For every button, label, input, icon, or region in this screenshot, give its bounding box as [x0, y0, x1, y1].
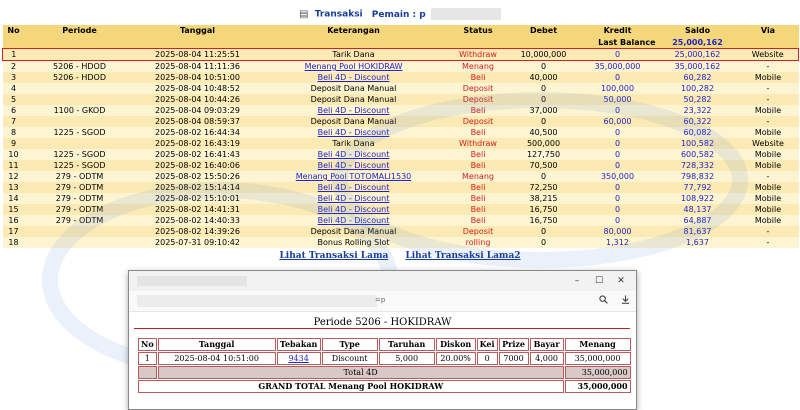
grand-total-value: 35,000,000 [565, 380, 631, 393]
column-header: Debet [510, 25, 578, 37]
column-header: Periode [25, 25, 135, 37]
row-no: 16 [8, 216, 19, 225]
row-periode: 5206 - HDOD [53, 73, 106, 82]
row-no: 15 [8, 205, 19, 214]
row-no: 6 [10, 106, 17, 115]
row-debet: 16,750 [529, 205, 558, 214]
row-kredit: 0 [614, 139, 621, 148]
table-row [3, 149, 799, 160]
row-saldo: 600,582 [680, 150, 715, 159]
table-row [3, 237, 799, 248]
detail-kei: 0 [477, 352, 498, 365]
row-keterangan: Tarik Dana [261, 49, 447, 61]
row-keterangan: Bonus Rolling Slot [317, 238, 390, 247]
row-debet: 0 [540, 84, 547, 93]
row-periode: 1100 - GKOD [53, 106, 106, 115]
table-row [3, 83, 799, 94]
row-keterangan: Deposit Dana Manual [310, 227, 397, 236]
row-via: Mobile [754, 128, 782, 137]
row-periode [25, 138, 135, 149]
row-no: 14 [8, 194, 19, 203]
row-status: rolling [465, 238, 491, 247]
row-debet: 0 [540, 62, 547, 71]
row-status: Beli [470, 106, 486, 115]
keterangan-link[interactable]: Menang Pool TOTOMALI1530 [295, 172, 412, 181]
link-lihat-transaksi-lama2[interactable]: Lihat Transaksi Lama2 [405, 251, 521, 261]
row-keterangan: Deposit Dana Manual [310, 95, 397, 104]
row-status: Withdraw [459, 139, 497, 148]
maximize-button[interactable]: ☐ [594, 276, 604, 286]
row-tanggal: 2025-08-02 16:41:43 [155, 150, 240, 159]
row-via: Mobile [754, 183, 782, 192]
row-saldo: 64,887 [683, 216, 712, 225]
detail-no: 1 [138, 352, 157, 365]
url-text: =p [375, 296, 386, 304]
row-status: Beli [470, 194, 486, 203]
row-saldo: 35,000,162 [674, 62, 721, 71]
row-debet: 40,500 [529, 128, 558, 137]
row-tanggal: 2025-08-02 16:44:34 [155, 128, 240, 137]
bet-detail-table [137, 337, 632, 394]
detail-menang: 35,000,000 [565, 352, 631, 365]
detail-column-header: Type [322, 338, 378, 351]
row-tanggal: 2025-08-04 10:48:52 [155, 84, 240, 93]
detail-popup-window [128, 270, 637, 410]
heading-divider [134, 328, 630, 329]
row-debet: 16,750 [529, 216, 558, 225]
row-tanggal: 2025-07-31 09:10:42 [155, 238, 240, 247]
row-saldo: 23,322 [683, 106, 712, 115]
row-via: Mobile [754, 216, 782, 225]
row-saldo: 60,322 [683, 117, 712, 126]
keterangan-link[interactable]: Beli 4D - Discount [317, 194, 390, 203]
detail-tebakan-link[interactable]: 9434 [288, 354, 309, 363]
grand-total-label: GRAND TOTAL Menang Pool HOKIDRAW [138, 380, 564, 393]
keterangan-link[interactable]: Beli 4D - Discount [317, 150, 390, 159]
row-tanggal: 2025-08-02 14:39:26 [155, 227, 240, 236]
row-via: - [766, 227, 770, 236]
total-empty [138, 366, 157, 379]
row-no: 18 [8, 238, 19, 247]
zoom-icon[interactable] [599, 295, 608, 307]
row-kredit: 1,312 [606, 238, 629, 247]
row-debet: 0 [540, 238, 547, 247]
row-keterangan [261, 72, 447, 83]
row-via: Website [738, 49, 799, 61]
close-button[interactable]: ✕ [617, 276, 625, 286]
row-status: Menang [462, 62, 494, 71]
row-no: 11 [8, 161, 19, 170]
row-keterangan [261, 149, 447, 160]
detail-tanggal: 2025-08-04 10:51:00 [158, 352, 276, 365]
row-kredit: 0 [614, 161, 621, 170]
row-status: Menang [462, 172, 494, 181]
row-tanggal: 2025-08-02 16:40:06 [155, 161, 240, 170]
download-icon[interactable] [621, 295, 630, 307]
row-kredit: 0 [614, 106, 621, 115]
popup-titlebar [129, 271, 636, 291]
detail-type: Discount [322, 352, 378, 365]
link-lihat-transaksi-lama[interactable]: Lihat Transaksi Lama [279, 251, 389, 261]
row-no: 5 [10, 95, 17, 104]
table-row [3, 127, 799, 138]
row-tanggal: 2025-08-02 14:41:31 [155, 205, 240, 214]
row-kredit: 350,000 [600, 172, 635, 181]
table-row [3, 94, 799, 105]
keterangan-link[interactable]: Beli 4D - Discount [317, 216, 390, 225]
column-header: Tanggal [135, 25, 261, 37]
detail-data-row [138, 352, 631, 365]
column-header: Saldo [658, 25, 738, 37]
row-status: Beli [470, 150, 486, 159]
detail-column-header: Kei [477, 338, 498, 351]
row-saldo: 728,332 [680, 161, 715, 170]
row-tanggal: 2025-08-02 16:43:19 [155, 139, 240, 148]
row-via: Mobile [754, 161, 782, 170]
popup-heading: Periode 5206 - HOKIDRAW [313, 317, 452, 328]
table-row [3, 61, 799, 73]
keterangan-link[interactable]: Beli 4D - Discount [317, 106, 390, 115]
detail-column-header: No [138, 338, 157, 351]
keterangan-link[interactable]: Beli 4D - Discount [317, 183, 390, 192]
row-via: Mobile [754, 150, 782, 159]
row-periode: 279 - ODTM [55, 216, 104, 225]
detail-column-header: Taruhan [379, 338, 435, 351]
row-saldo: 60,082 [683, 128, 712, 137]
row-no: 13 [8, 183, 19, 192]
row-kredit: 0 [578, 49, 658, 61]
last-balance-via [738, 37, 799, 49]
redacted-username [431, 8, 501, 20]
row-tanggal: 2025-08-02 15:14:14 [155, 183, 240, 192]
row-no: 4 [10, 84, 17, 93]
row-keterangan [261, 215, 447, 226]
row-debet: 70,500 [529, 161, 558, 170]
detail-header-row [138, 338, 631, 351]
row-kredit: 100,000 [600, 84, 635, 93]
row-no: 9 [10, 139, 17, 148]
row-periode: 5206 - HDOD [53, 62, 106, 71]
player-label: Pemain : p [371, 9, 426, 20]
column-header: No [3, 25, 25, 37]
row-saldo: 100,582 [680, 139, 715, 148]
table-row [3, 105, 799, 116]
detail-column-header: Diskon [436, 338, 476, 351]
row-via: - [766, 238, 770, 247]
detail-bayar: 4,000 [530, 352, 564, 365]
row-kredit: 0 [614, 128, 621, 137]
redacted-title [137, 276, 247, 286]
detail-taruhan: 5,000 [379, 352, 435, 365]
row-status: Beli [470, 73, 486, 82]
keterangan-link[interactable]: Menang Pool HOKIDRAW [304, 62, 403, 71]
row-periode [25, 83, 135, 94]
row-saldo: 100,282 [680, 84, 715, 93]
row-saldo: 60,282 [683, 73, 712, 82]
row-no: 3 [10, 73, 17, 82]
last-balance-label: Last Balance [598, 38, 656, 47]
page-title [0, 8, 800, 24]
row-kredit: 0 [614, 216, 621, 225]
row-debet: 0 [540, 95, 547, 104]
row-no: 17 [8, 227, 19, 236]
row-saldo: 50,282 [683, 95, 712, 104]
table-row [3, 49, 799, 61]
row-saldo: 77,792 [683, 183, 712, 192]
row-periode: 1225 - SGOD [53, 150, 106, 159]
keterangan-link[interactable]: Beli 4D - Discount [317, 161, 390, 170]
row-debet: 127,750 [526, 150, 561, 159]
row-tanggal: 2025-08-02 15:50:26 [155, 172, 240, 181]
detail-column-header: Tebakan [277, 338, 321, 351]
row-debet: 38,215 [529, 194, 558, 203]
transaction-table [2, 25, 799, 248]
row-debet: 10,000,000 [510, 49, 578, 61]
row-saldo: 1,637 [686, 238, 709, 247]
row-no: 8 [10, 128, 17, 137]
row-periode: 1225 - SGOD [53, 161, 106, 170]
table-row [3, 160, 799, 171]
table-row [3, 193, 799, 204]
row-debet: 37,000 [529, 106, 558, 115]
row-tanggal: 2025-08-02 14:40:33 [155, 216, 240, 225]
last-balance-value: 25,000,162 [672, 38, 723, 47]
detail-column-header: Bayar [530, 338, 564, 351]
row-keterangan: Deposit Dana Manual [310, 84, 397, 93]
keterangan-link[interactable]: Beli 4D - Discount [317, 73, 390, 82]
row-periode: 279 - ODTM [55, 194, 104, 203]
row-saldo: 108,922 [680, 194, 715, 203]
row-debet: 500,000 [526, 139, 561, 148]
detail-column-header: Prize [499, 338, 529, 351]
redacted-url [137, 295, 377, 307]
row-kredit: 0 [614, 150, 621, 159]
popup-address-bar[interactable] [129, 291, 636, 312]
row-periode: 279 - ODTM [55, 172, 104, 181]
row-kredit: 60,000 [603, 117, 632, 126]
column-header: Status [447, 25, 510, 37]
grand-total-row [138, 380, 631, 393]
row-via: - [766, 62, 770, 71]
minimize-button[interactable]: – [574, 276, 580, 286]
row-kredit: 50,000 [603, 95, 632, 104]
column-header: Keterangan [261, 25, 447, 37]
row-periode: 279 - ODTM [55, 183, 104, 192]
table-row [3, 204, 799, 215]
row-periode [25, 237, 135, 248]
row-no: 12 [8, 172, 19, 181]
row-via: Mobile [754, 194, 782, 203]
detail-prize: 7000 [499, 352, 529, 365]
row-keterangan [261, 171, 447, 182]
row-tanggal: 2025-08-04 08:59:37 [155, 117, 240, 126]
column-header: Kredit [578, 25, 658, 37]
row-saldo: 48,137 [683, 205, 712, 214]
row-kredit: 0 [614, 194, 621, 203]
row-tanggal: 2025-08-02 15:10:01 [155, 194, 240, 203]
table-row [3, 215, 799, 226]
table-row [3, 72, 799, 83]
page-icon: ▤ [299, 8, 309, 20]
row-status: Beli [470, 161, 486, 170]
row-no: 7 [10, 117, 17, 126]
row-no: 1 [3, 49, 25, 61]
row-via: Mobile [754, 106, 782, 115]
detail-diskon: 20.00% [436, 352, 476, 365]
row-debet: 0 [540, 172, 547, 181]
row-tanggal: 2025-08-04 10:51:00 [155, 73, 240, 82]
row-debet: 72,250 [529, 183, 558, 192]
row-status: Withdraw [447, 49, 510, 61]
total-4d-row [138, 366, 631, 379]
row-periode [25, 49, 135, 61]
row-periode: 1225 - SGOD [53, 128, 106, 137]
row-via: Mobile [754, 73, 782, 82]
row-kredit: 0 [614, 73, 621, 82]
title-text: Transaksi [314, 9, 363, 20]
row-status: Deposit [462, 95, 494, 104]
table-row [3, 226, 799, 237]
row-via: Mobile [754, 205, 782, 214]
row-periode [25, 226, 135, 237]
row-debet: 0 [540, 227, 547, 236]
row-status: Deposit [462, 227, 494, 236]
keterangan-link[interactable]: Beli 4D - Discount [317, 205, 390, 214]
detail-column-header: Menang [565, 338, 631, 351]
row-periode [25, 116, 135, 127]
row-debet: 40,000 [529, 73, 558, 82]
row-keterangan [261, 61, 447, 73]
table-row [3, 116, 799, 127]
row-keterangan [261, 204, 447, 215]
row-via: - [766, 117, 770, 126]
table-row [3, 171, 799, 182]
row-kredit: 0 [614, 205, 621, 214]
row-kredit: 35,000,000 [594, 62, 641, 71]
row-keterangan [261, 160, 447, 171]
row-via: Website [752, 139, 784, 148]
table-row [3, 138, 799, 149]
row-periode: 279 - ODTM [55, 205, 104, 214]
row-status: Beli [470, 205, 486, 214]
row-debet: 0 [540, 117, 547, 126]
row-status: Deposit [462, 117, 494, 126]
keterangan-link[interactable]: Beli 4D - Discount [317, 128, 390, 137]
row-keterangan [261, 105, 447, 116]
table-row [3, 182, 799, 193]
total-4d-label: Total 4D [158, 366, 564, 379]
row-periode [25, 94, 135, 105]
row-via: - [766, 172, 770, 181]
row-no: 2 [10, 62, 17, 71]
detail-column-header: Tanggal [158, 338, 276, 351]
row-saldo: 81,637 [683, 227, 712, 236]
row-saldo: 25,000,162 [658, 49, 738, 61]
row-kredit: 0 [614, 183, 621, 192]
row-no: 10 [8, 150, 19, 159]
row-via: - [766, 95, 770, 104]
row-keterangan [261, 127, 447, 138]
row-tanggal: 2025-08-04 10:44:26 [155, 95, 240, 104]
row-kredit: 80,000 [603, 227, 632, 236]
row-keterangan [261, 193, 447, 204]
row-keterangan [261, 182, 447, 193]
row-tanggal: 2025-08-04 09:03:29 [155, 106, 240, 115]
total-4d-value: 35,000,000 [565, 366, 631, 379]
row-status: Beli [470, 183, 486, 192]
row-status: Beli [470, 128, 486, 137]
old-transaction-links [0, 251, 800, 261]
table-header-row [3, 25, 799, 37]
row-tanggal: 2025-08-04 11:11:36 [155, 62, 240, 71]
last-balance-row [3, 37, 799, 49]
column-header: Via [738, 25, 799, 37]
row-saldo: 798,832 [680, 172, 715, 181]
row-keterangan: Tarik Dana [332, 139, 375, 148]
row-keterangan: Deposit Dana Manual [310, 117, 397, 126]
row-status: Beli [470, 216, 486, 225]
row-tanggal: 2025-08-04 11:25:51 [135, 49, 261, 61]
row-via: - [766, 84, 770, 93]
row-status: Deposit [462, 84, 494, 93]
